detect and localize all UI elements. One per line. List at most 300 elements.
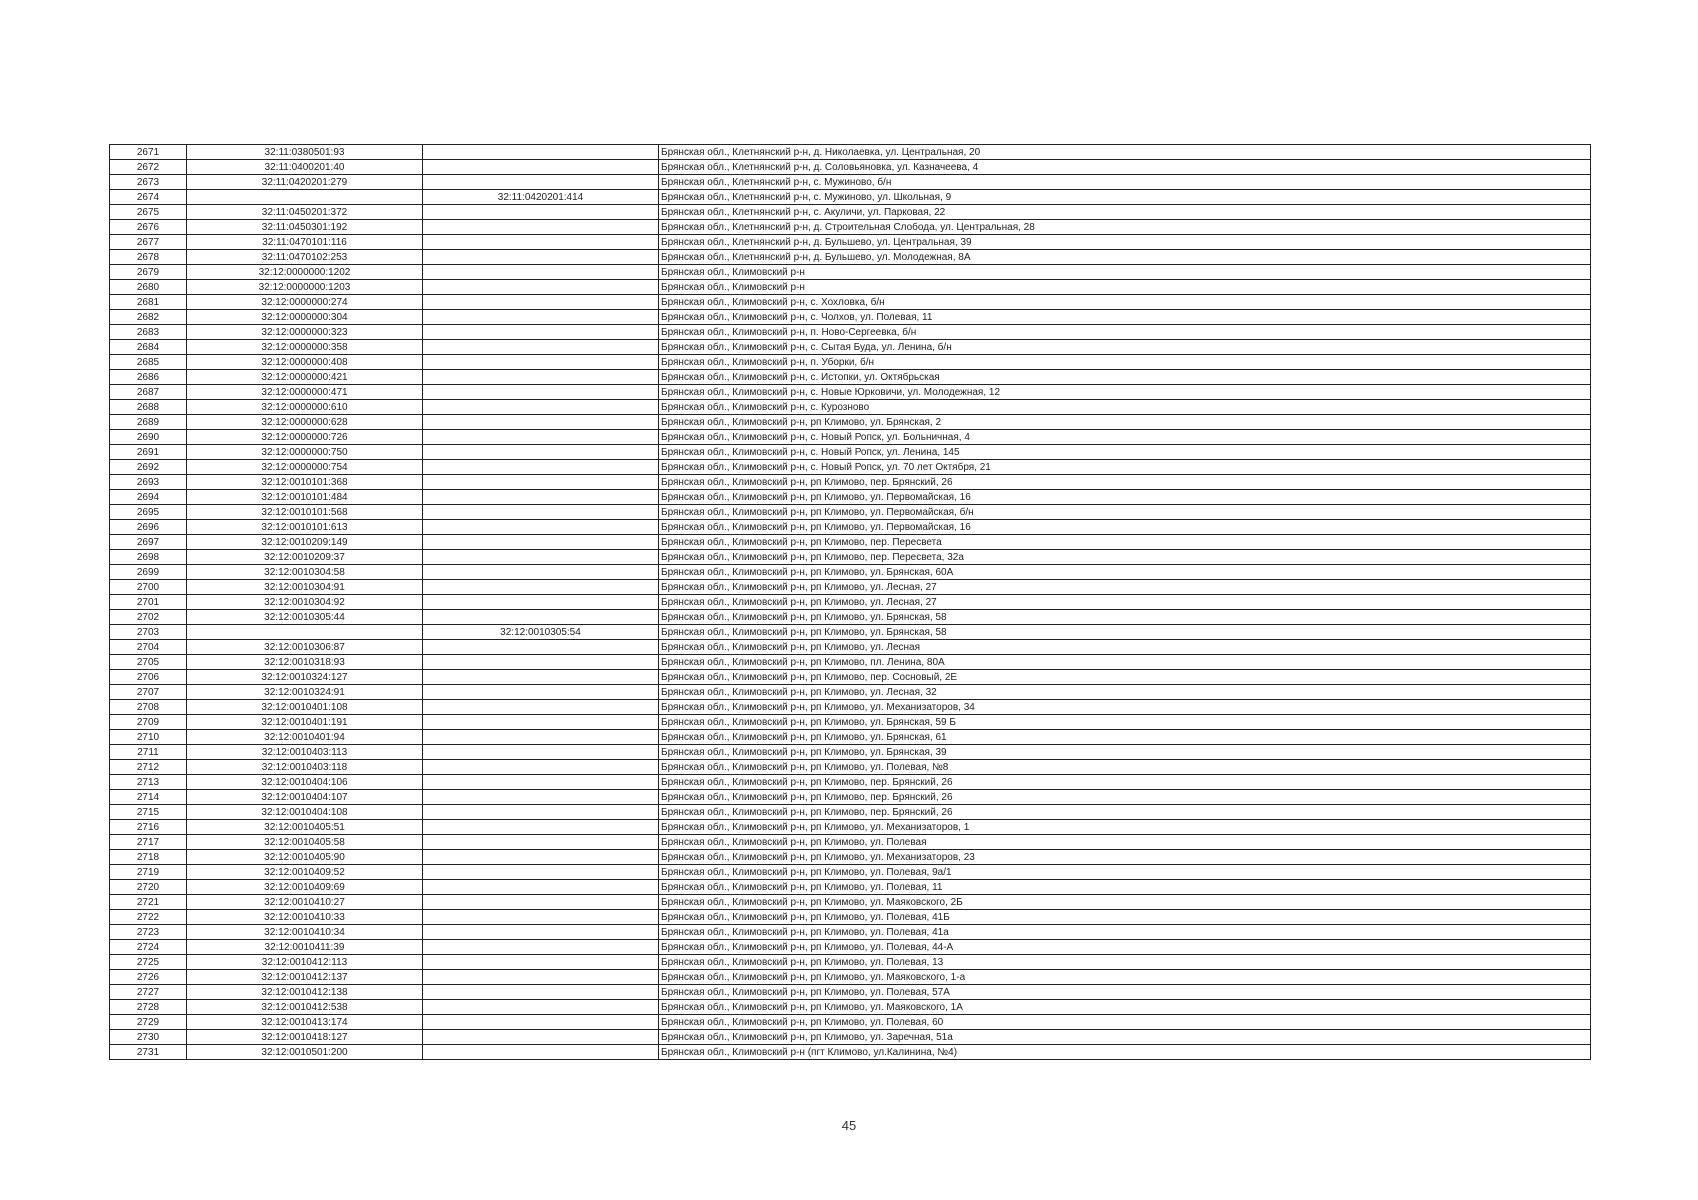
linked-cadastral-number-cell	[423, 640, 659, 655]
table-row	[110, 970, 1591, 985]
address-cell: Брянская обл., Климовский р-н, с. Новый Ропск, ул. Ленина, 145	[659, 445, 1591, 460]
linked-cadastral-number-cell	[423, 580, 659, 595]
row-number-cell: 2711	[110, 745, 187, 760]
linked-cadastral-number-cell	[423, 430, 659, 445]
address-cell: Брянская обл., Климовский р-н, рп Климово, пл. Ленина, 80А	[659, 655, 1591, 670]
row-number-cell: 2723	[110, 925, 187, 940]
address-cell: Брянская обл., Климовский р-н, п. Ново-Сергеевка, б/н	[659, 325, 1591, 340]
address-cell: Брянская обл., Климовский р-н, рп Климово, пер. Пересвета, 32а	[659, 550, 1591, 565]
linked-cadastral-number-cell	[423, 880, 659, 895]
row-number-cell: 2707	[110, 685, 187, 700]
row-number-cell: 2706	[110, 670, 187, 685]
address-cell: Брянская обл., Климовский р-н, рп Климово, ул. Брянская, 58	[659, 610, 1591, 625]
address-cell: Брянская обл., Климовский р-н, рп Климово, ул. Брянская, 58	[659, 625, 1591, 640]
row-number-cell: 2675	[110, 205, 187, 220]
table-row	[110, 385, 1591, 400]
linked-cadastral-number-cell	[423, 280, 659, 295]
cadastral-number-cell: 32:12:0010401:191	[187, 715, 423, 730]
row-number-cell: 2703	[110, 625, 187, 640]
table-row	[110, 700, 1591, 715]
linked-cadastral-number-cell	[423, 760, 659, 775]
cadastral-number-cell: 32:12:0010306:87	[187, 640, 423, 655]
row-number-cell: 2699	[110, 565, 187, 580]
table-row	[110, 235, 1591, 250]
address-cell: Брянская обл., Климовский р-н, рп Климово, ул. Полевая, 11	[659, 880, 1591, 895]
cadastral-number-cell: 32:12:0010401:108	[187, 700, 423, 715]
table-row	[110, 160, 1591, 175]
row-number-cell: 2700	[110, 580, 187, 595]
row-number-cell: 2708	[110, 700, 187, 715]
address-cell: Брянская обл., Климовский р-н, с. Новый Ропск, ул. 70 лет Октября, 21	[659, 460, 1591, 475]
address-cell: Брянская обл., Клетнянский р-н, с. Мужиново, ул. Школьная, 9	[659, 190, 1591, 205]
cadastral-number-cell: 32:12:0010409:52	[187, 865, 423, 880]
row-number-cell: 2714	[110, 790, 187, 805]
cadastral-number-cell: 32:12:0010404:107	[187, 790, 423, 805]
address-cell: Брянская обл., Климовский р-н, рп Климово, ул. Маяковского, 1А	[659, 1000, 1591, 1015]
linked-cadastral-number-cell	[423, 310, 659, 325]
linked-cadastral-number-cell	[423, 250, 659, 265]
table-row	[110, 1015, 1591, 1030]
cadastral-number-cell: 32:12:0010412:538	[187, 1000, 423, 1015]
address-cell: Брянская обл., Климовский р-н, рп Климово, ул. Полевая, 13	[659, 955, 1591, 970]
row-number-cell: 2680	[110, 280, 187, 295]
row-number-cell: 2720	[110, 880, 187, 895]
table-row	[110, 775, 1591, 790]
linked-cadastral-number-cell	[423, 235, 659, 250]
table-row	[110, 250, 1591, 265]
row-number-cell: 2679	[110, 265, 187, 280]
linked-cadastral-number-cell	[423, 1000, 659, 1015]
table-row	[110, 910, 1591, 925]
linked-cadastral-number-cell	[423, 790, 659, 805]
cadastral-number-cell: 32:11:0470102:253	[187, 250, 423, 265]
address-cell: Брянская обл., Климовский р-н, рп Климово, ул. Брянская, 39	[659, 745, 1591, 760]
row-number-cell: 2671	[110, 145, 187, 160]
row-number-cell: 2701	[110, 595, 187, 610]
address-cell: Брянская обл., Климовский р-н, рп Климово, ул. Механизаторов, 1	[659, 820, 1591, 835]
linked-cadastral-number-cell	[423, 295, 659, 310]
linked-cadastral-number-cell	[423, 610, 659, 625]
table-row	[110, 625, 1591, 640]
table-row	[110, 175, 1591, 190]
address-cell: Брянская обл., Климовский р-н, рп Климово, пер. Сосновый, 2Е	[659, 670, 1591, 685]
cadastral-number-cell: 32:12:0010405:51	[187, 820, 423, 835]
linked-cadastral-number-cell	[423, 475, 659, 490]
cadastral-number-cell: 32:12:0010404:106	[187, 775, 423, 790]
cadastral-number-cell: 32:12:0010101:613	[187, 520, 423, 535]
cadastral-number-cell: 32:12:0000000:323	[187, 325, 423, 340]
table-row	[110, 745, 1591, 760]
linked-cadastral-number-cell	[423, 400, 659, 415]
address-cell: Брянская обл., Климовский р-н, рп Климово, ул. Лесная, 27	[659, 580, 1591, 595]
table-row	[110, 595, 1591, 610]
cadastral-number-cell: 32:12:0010304:58	[187, 565, 423, 580]
cadastral-number-cell: 32:12:0010410:33	[187, 910, 423, 925]
registry-table	[109, 144, 1591, 1060]
address-cell: Брянская обл., Климовский р-н, п. Уборки, б/н	[659, 355, 1591, 370]
linked-cadastral-number-cell	[423, 955, 659, 970]
table-row	[110, 460, 1591, 475]
row-number-cell: 2685	[110, 355, 187, 370]
cadastral-number-cell: 32:12:0010404:108	[187, 805, 423, 820]
cadastral-number-cell: 32:12:0010412:138	[187, 985, 423, 1000]
linked-cadastral-number-cell	[423, 220, 659, 235]
linked-cadastral-number-cell	[423, 595, 659, 610]
row-number-cell: 2674	[110, 190, 187, 205]
linked-cadastral-number-cell	[423, 325, 659, 340]
cadastral-number-cell: 32:12:0000000:304	[187, 310, 423, 325]
linked-cadastral-number-cell: 32:12:0010305:54	[423, 625, 659, 640]
row-number-cell: 2726	[110, 970, 187, 985]
table-row	[110, 820, 1591, 835]
table-row	[110, 520, 1591, 535]
row-number-cell: 2721	[110, 895, 187, 910]
row-number-cell: 2696	[110, 520, 187, 535]
linked-cadastral-number-cell	[423, 175, 659, 190]
cadastral-number-cell	[187, 190, 423, 205]
linked-cadastral-number-cell	[423, 505, 659, 520]
address-cell: Брянская обл., Климовский р-н	[659, 265, 1591, 280]
cadastral-number-cell: 32:12:0010409:69	[187, 880, 423, 895]
linked-cadastral-number-cell	[423, 565, 659, 580]
address-cell: Брянская обл., Климовский р-н, рп Климово, ул. Заречная, 51а	[659, 1030, 1591, 1045]
cadastral-number-cell: 32:12:0010209:149	[187, 535, 423, 550]
row-number-cell: 2695	[110, 505, 187, 520]
linked-cadastral-number-cell	[423, 460, 659, 475]
linked-cadastral-number-cell	[423, 745, 659, 760]
linked-cadastral-number-cell: 32:11:0420201:414	[423, 190, 659, 205]
cadastral-number-cell: 32:12:0010501:200	[187, 1045, 423, 1060]
linked-cadastral-number-cell	[423, 970, 659, 985]
cadastral-number-cell: 32:12:0010304:92	[187, 595, 423, 610]
table-row	[110, 610, 1591, 625]
linked-cadastral-number-cell	[423, 940, 659, 955]
table-row	[110, 1000, 1591, 1015]
row-number-cell: 2719	[110, 865, 187, 880]
linked-cadastral-number-cell	[423, 535, 659, 550]
linked-cadastral-number-cell	[423, 805, 659, 820]
address-cell: Брянская обл., Климовский р-н, рп Климово, ул. Механизаторов, 34	[659, 700, 1591, 715]
address-cell: Брянская обл., Климовский р-н, рп Климово, ул. Брянская, 61	[659, 730, 1591, 745]
table-row	[110, 925, 1591, 940]
cadastral-number-cell: 32:12:0000000:628	[187, 415, 423, 430]
table-row	[110, 340, 1591, 355]
cadastral-number-cell: 32:12:0000000:610	[187, 400, 423, 415]
cadastral-number-cell: 32:12:0010318:93	[187, 655, 423, 670]
row-number-cell: 2716	[110, 820, 187, 835]
linked-cadastral-number-cell	[423, 685, 659, 700]
table-row	[110, 265, 1591, 280]
table-row	[110, 805, 1591, 820]
linked-cadastral-number-cell	[423, 775, 659, 790]
cadastral-number-cell: 32:12:0010411:39	[187, 940, 423, 955]
address-cell: Брянская обл., Климовский р-н, с. Истопки, ул. Октябрьская	[659, 370, 1591, 385]
address-cell: Брянская обл., Климовский р-н, рп Климово, ул. Лесная, 32	[659, 685, 1591, 700]
linked-cadastral-number-cell	[423, 265, 659, 280]
row-number-cell: 2682	[110, 310, 187, 325]
cadastral-number-cell	[187, 625, 423, 640]
row-number-cell: 2731	[110, 1045, 187, 1060]
address-cell: Брянская обл., Климовский р-н, рп Климово, пер. Брянский, 26	[659, 805, 1591, 820]
row-number-cell: 2709	[110, 715, 187, 730]
cadastral-number-cell: 32:12:0000000:1202	[187, 265, 423, 280]
table-row	[110, 955, 1591, 970]
cadastral-number-cell: 32:12:0000000:421	[187, 370, 423, 385]
address-cell: Брянская обл., Климовский р-н (пгт Климово, ул.Калинина, №4)	[659, 1045, 1591, 1060]
address-cell: Брянская обл., Клетнянский р-н, д. Бульшево, ул. Молодежная, 8А	[659, 250, 1591, 265]
address-cell: Брянская обл., Климовский р-н, рп Климово, пер. Пересвета	[659, 535, 1591, 550]
linked-cadastral-number-cell	[423, 655, 659, 670]
linked-cadastral-number-cell	[423, 835, 659, 850]
row-number-cell: 2697	[110, 535, 187, 550]
address-cell: Брянская обл., Климовский р-н, рп Климово, ул. Маяковского, 2Б	[659, 895, 1591, 910]
row-number-cell: 2687	[110, 385, 187, 400]
table-row	[110, 670, 1591, 685]
row-number-cell: 2722	[110, 910, 187, 925]
cadastral-number-cell: 32:12:0010412:113	[187, 955, 423, 970]
cadastral-number-cell: 32:12:0010101:484	[187, 490, 423, 505]
row-number-cell: 2676	[110, 220, 187, 235]
address-cell: Брянская обл., Климовский р-н, рп Климово, пер. Брянский, 26	[659, 475, 1591, 490]
table-row	[110, 220, 1591, 235]
cadastral-number-cell: 32:12:0010403:118	[187, 760, 423, 775]
cadastral-number-cell: 32:12:0010403:113	[187, 745, 423, 760]
row-number-cell: 2677	[110, 235, 187, 250]
table-row	[110, 490, 1591, 505]
row-number-cell: 2715	[110, 805, 187, 820]
linked-cadastral-number-cell	[423, 205, 659, 220]
table-row	[110, 715, 1591, 730]
row-number-cell: 2693	[110, 475, 187, 490]
address-cell: Брянская обл., Климовский р-н, рп Климово, ул. Полевая	[659, 835, 1591, 850]
cadastral-number-cell: 32:12:0000000:726	[187, 430, 423, 445]
row-number-cell: 2672	[110, 160, 187, 175]
address-cell: Брянская обл., Климовский р-н, рп Климово, ул. Полевая, 60	[659, 1015, 1591, 1030]
table-row	[110, 355, 1591, 370]
address-cell: Брянская обл., Климовский р-н, с. Чолхов, ул. Полевая, 11	[659, 310, 1591, 325]
table-row	[110, 985, 1591, 1000]
address-cell: Брянская обл., Климовский р-н, рп Климово, ул. Полевая, 57А	[659, 985, 1591, 1000]
address-cell: Брянская обл., Климовский р-н, рп Климово, ул. Первомайская, 16	[659, 490, 1591, 505]
table-row	[110, 655, 1591, 670]
row-number-cell: 2724	[110, 940, 187, 955]
address-cell: Брянская обл., Клетнянский р-н, д. Николаевка, ул. Центральная, 20	[659, 145, 1591, 160]
linked-cadastral-number-cell	[423, 850, 659, 865]
table-row	[110, 850, 1591, 865]
address-cell: Брянская обл., Климовский р-н, рп Климово, ул. Полевая, №8	[659, 760, 1591, 775]
cadastral-number-cell: 32:12:0010209:37	[187, 550, 423, 565]
table-row	[110, 505, 1591, 520]
linked-cadastral-number-cell	[423, 160, 659, 175]
cadastral-number-cell: 32:12:0010324:127	[187, 670, 423, 685]
address-cell: Брянская обл., Клетнянский р-н, д. Соловьяновка, ул. Казначеева, 4	[659, 160, 1591, 175]
address-cell: Брянская обл., Климовский р-н, рп Климово, ул. Полевая, 41Б	[659, 910, 1591, 925]
table-row	[110, 325, 1591, 340]
address-cell: Брянская обл., Климовский р-н, рп Климово, ул. Брянская, 60А	[659, 565, 1591, 580]
linked-cadastral-number-cell	[423, 895, 659, 910]
table-row	[110, 895, 1591, 910]
row-number-cell: 2727	[110, 985, 187, 1000]
linked-cadastral-number-cell	[423, 145, 659, 160]
table-row	[110, 790, 1591, 805]
address-cell: Брянская обл., Климовский р-н, рп Климово, ул. Полевая, 41а	[659, 925, 1591, 940]
cadastral-number-cell: 32:12:0000000:471	[187, 385, 423, 400]
linked-cadastral-number-cell	[423, 700, 659, 715]
cadastral-number-cell: 32:12:0010410:34	[187, 925, 423, 940]
table-row	[110, 550, 1591, 565]
cadastral-number-cell: 32:11:0450301:192	[187, 220, 423, 235]
row-number-cell: 2692	[110, 460, 187, 475]
cadastral-number-cell: 32:12:0010101:568	[187, 505, 423, 520]
registry-table-body	[110, 145, 1591, 1060]
table-row	[110, 940, 1591, 955]
cadastral-number-cell: 32:12:0010305:44	[187, 610, 423, 625]
linked-cadastral-number-cell	[423, 355, 659, 370]
row-number-cell: 2705	[110, 655, 187, 670]
row-number-cell: 2678	[110, 250, 187, 265]
table-row	[110, 580, 1591, 595]
linked-cadastral-number-cell	[423, 1030, 659, 1045]
linked-cadastral-number-cell	[423, 445, 659, 460]
address-cell: Брянская обл., Клетнянский р-н, д. Строительная Слобода, ул. Центральная, 28	[659, 220, 1591, 235]
row-number-cell: 2688	[110, 400, 187, 415]
cadastral-number-cell: 32:12:0000000:1203	[187, 280, 423, 295]
linked-cadastral-number-cell	[423, 490, 659, 505]
table-row	[110, 1030, 1591, 1045]
page-number: 45	[841, 1118, 857, 1133]
row-number-cell: 2698	[110, 550, 187, 565]
row-number-cell: 2684	[110, 340, 187, 355]
cadastral-number-cell: 32:12:0010405:58	[187, 835, 423, 850]
linked-cadastral-number-cell	[423, 415, 659, 430]
address-cell: Брянская обл., Климовский р-н, рп Климово, ул. Полевая, 9а/1	[659, 865, 1591, 880]
row-number-cell: 2673	[110, 175, 187, 190]
table-row	[110, 1045, 1591, 1060]
cadastral-number-cell: 32:12:0010413:174	[187, 1015, 423, 1030]
cadastral-number-cell: 32:12:0000000:274	[187, 295, 423, 310]
cadastral-number-cell: 32:12:0010418:127	[187, 1030, 423, 1045]
address-cell: Брянская обл., Климовский р-н, с. Новый Ропск, ул. Больничная, 4	[659, 430, 1591, 445]
address-cell: Брянская обл., Климовский р-н, с. Хохловка, б/н	[659, 295, 1591, 310]
table-row	[110, 280, 1591, 295]
linked-cadastral-number-cell	[423, 670, 659, 685]
table-row	[110, 400, 1591, 415]
row-number-cell: 2689	[110, 415, 187, 430]
row-number-cell: 2681	[110, 295, 187, 310]
row-number-cell: 2713	[110, 775, 187, 790]
linked-cadastral-number-cell	[423, 715, 659, 730]
linked-cadastral-number-cell	[423, 550, 659, 565]
cadastral-number-cell: 32:11:0450201:372	[187, 205, 423, 220]
address-cell: Брянская обл., Климовский р-н, рп Климово, ул. Первомайская, б/н	[659, 505, 1591, 520]
address-cell: Брянская обл., Климовский р-н, рп Климово, ул. Брянская, 59 Б	[659, 715, 1591, 730]
linked-cadastral-number-cell	[423, 985, 659, 1000]
table-row	[110, 565, 1591, 580]
table-row	[110, 730, 1591, 745]
linked-cadastral-number-cell	[423, 730, 659, 745]
linked-cadastral-number-cell	[423, 370, 659, 385]
linked-cadastral-number-cell	[423, 910, 659, 925]
table-row	[110, 295, 1591, 310]
row-number-cell: 2718	[110, 850, 187, 865]
table-row	[110, 370, 1591, 385]
linked-cadastral-number-cell	[423, 520, 659, 535]
address-cell: Брянская обл., Клетнянский р-н, с. Мужиново, б/н	[659, 175, 1591, 190]
table-row	[110, 535, 1591, 550]
row-number-cell: 2710	[110, 730, 187, 745]
cadastral-number-cell: 32:11:0470101:116	[187, 235, 423, 250]
address-cell: Брянская обл., Климовский р-н, с. Курозново	[659, 400, 1591, 415]
table-row	[110, 445, 1591, 460]
table-row	[110, 640, 1591, 655]
row-number-cell: 2691	[110, 445, 187, 460]
address-cell: Брянская обл., Клетнянский р-н, д. Бульшево, ул. Центральная, 39	[659, 235, 1591, 250]
linked-cadastral-number-cell	[423, 340, 659, 355]
table-row	[110, 415, 1591, 430]
row-number-cell: 2729	[110, 1015, 187, 1030]
address-cell: Брянская обл., Климовский р-н, рп Климово, ул. Первомайская, 16	[659, 520, 1591, 535]
cadastral-number-cell: 32:12:0010401:94	[187, 730, 423, 745]
table-row	[110, 685, 1591, 700]
linked-cadastral-number-cell	[423, 1045, 659, 1060]
address-cell: Брянская обл., Климовский р-н, рп Климово, ул. Лесная	[659, 640, 1591, 655]
table-row	[110, 205, 1591, 220]
table-row	[110, 145, 1591, 160]
row-number-cell: 2694	[110, 490, 187, 505]
address-cell: Брянская обл., Климовский р-н, рп Климово, ул. Маяковского, 1-а	[659, 970, 1591, 985]
table-row	[110, 760, 1591, 775]
cadastral-number-cell: 32:12:0010304:91	[187, 580, 423, 595]
row-number-cell: 2725	[110, 955, 187, 970]
table-row	[110, 880, 1591, 895]
address-cell: Брянская обл., Климовский р-н, рп Климово, ул. Полевая, 44-А	[659, 940, 1591, 955]
address-cell: Брянская обл., Климовский р-н, рп Климово, пер. Брянский, 26	[659, 790, 1591, 805]
cadastral-number-cell: 32:12:0010101:368	[187, 475, 423, 490]
linked-cadastral-number-cell	[423, 865, 659, 880]
linked-cadastral-number-cell	[423, 925, 659, 940]
row-number-cell: 2728	[110, 1000, 187, 1015]
table-row	[110, 835, 1591, 850]
address-cell: Брянская обл., Климовский р-н, с. Новые Юрковичи, ул. Молодежная, 12	[659, 385, 1591, 400]
address-cell: Брянская обл., Климовский р-н, с. Сытая Буда, ул. Ленина, б/н	[659, 340, 1591, 355]
cadastral-number-cell: 32:12:0010405:90	[187, 850, 423, 865]
row-number-cell: 2717	[110, 835, 187, 850]
table-row	[110, 430, 1591, 445]
row-number-cell: 2702	[110, 610, 187, 625]
cadastral-number-cell: 32:12:0010410:27	[187, 895, 423, 910]
cadastral-number-cell: 32:12:0000000:358	[187, 340, 423, 355]
row-number-cell: 2712	[110, 760, 187, 775]
row-number-cell: 2730	[110, 1030, 187, 1045]
table-row	[110, 310, 1591, 325]
cadastral-number-cell: 32:11:0400201:40	[187, 160, 423, 175]
table-row	[110, 865, 1591, 880]
linked-cadastral-number-cell	[423, 1015, 659, 1030]
row-number-cell: 2690	[110, 430, 187, 445]
address-cell: Брянская обл., Климовский р-н, рп Климово, ул. Механизаторов, 23	[659, 850, 1591, 865]
cadastral-number-cell: 32:11:0380501:93	[187, 145, 423, 160]
cadastral-number-cell: 32:12:0000000:408	[187, 355, 423, 370]
cadastral-number-cell: 32:12:0000000:754	[187, 460, 423, 475]
cadastral-number-cell: 32:11:0420201:279	[187, 175, 423, 190]
cadastral-number-cell: 32:12:0010324:91	[187, 685, 423, 700]
address-cell: Брянская обл., Климовский р-н	[659, 280, 1591, 295]
linked-cadastral-number-cell	[423, 385, 659, 400]
row-number-cell: 2686	[110, 370, 187, 385]
address-cell: Брянская обл., Климовский р-н, рп Климово, ул. Лесная, 27	[659, 595, 1591, 610]
table-row	[110, 475, 1591, 490]
row-number-cell: 2704	[110, 640, 187, 655]
